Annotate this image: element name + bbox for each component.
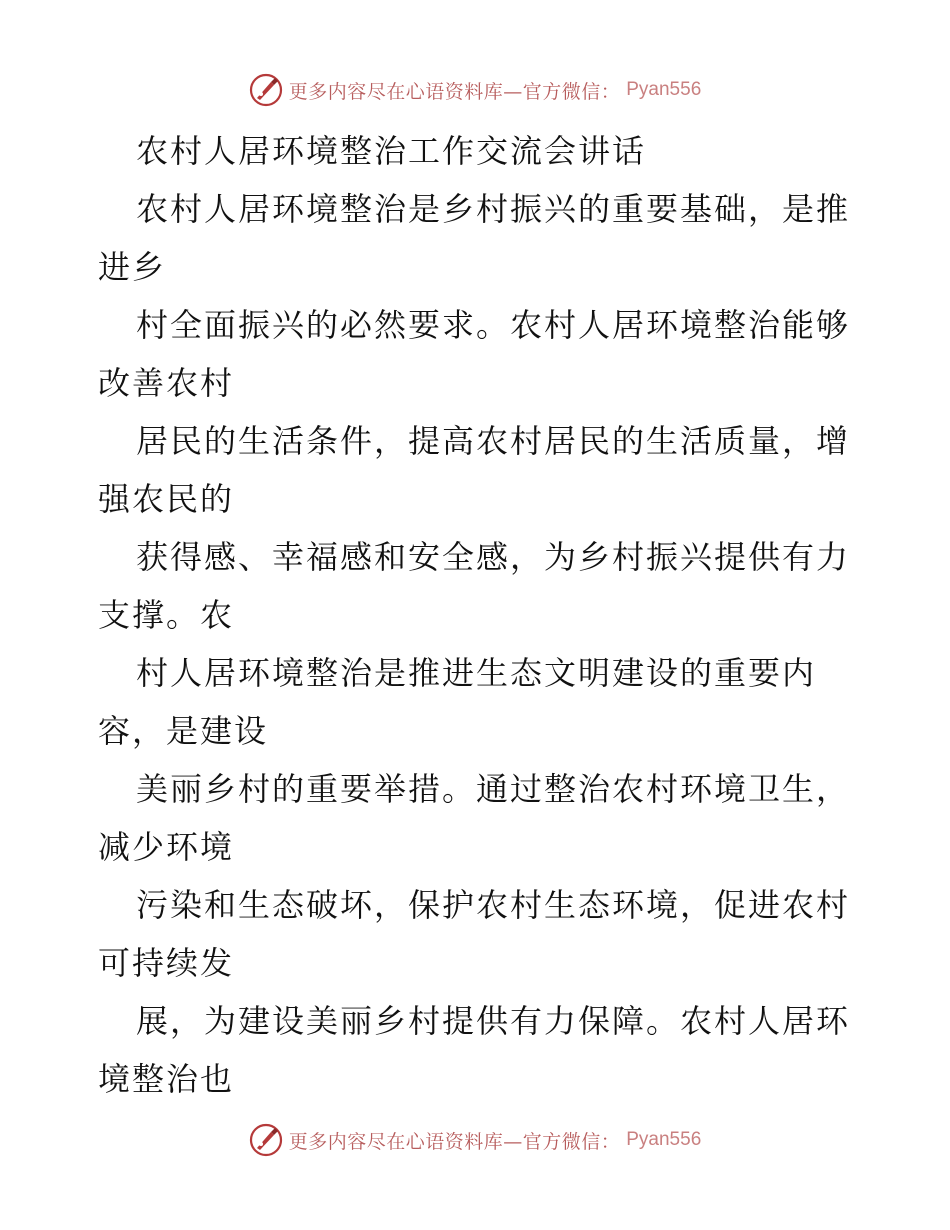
text-line: 美丽乡村的重要举措。通过整治农村环境卫生， [136,770,851,808]
text-line: 村全面振兴的必然要求。农村人居环境整治能够 [136,306,851,344]
footer-banner-inner [249,1123,702,1157]
header-banner [0,70,950,110]
quill-pen-logo-icon [249,1123,283,1157]
text-line: 村人居环境整治是推进生态文明建设的重要内 [136,654,817,692]
text-line: 容，是建设 [98,712,269,750]
text-line: 获得感、幸福感和安全感，为乡村振兴提供有力 [136,538,851,576]
header-banner-inner [249,73,702,107]
text-line: 减少环境 [98,828,235,866]
header-site-text: 更多内容尽在心语资料库—官方微信： [288,80,621,103]
text-line: 进乡 [98,248,167,286]
footer-site-text: 更多内容尽在心语资料库—官方微信： [288,1130,621,1153]
footer-wechat-id: Pyan556 [626,1129,702,1150]
text-line: 污染和生态破坏，保护农村生态环境，促进农村 [136,886,851,924]
text-line: 展，为建设美丽乡村提供有力保障。农村人居环 [136,1002,851,1040]
text-line: 农村人居环境整治是乡村振兴的重要基础，是推 [136,190,851,228]
document-body [98,122,858,1108]
text-line: 可持续发 [98,944,235,982]
text-line: 强农民的 [98,480,235,518]
text-line: 支撑。农 [98,596,235,634]
document-title: 农村人居环境整治工作交流会讲话 [136,132,647,170]
text-line: 境整治也 [98,1060,235,1098]
header-wechat-id: Pyan556 [626,79,702,100]
footer-banner [0,1120,950,1160]
text-line: 改善农村 [98,364,235,402]
text-line: 居民的生活条件，提高农村居民的生活质量，增 [136,422,851,460]
quill-pen-logo-icon [249,73,283,107]
